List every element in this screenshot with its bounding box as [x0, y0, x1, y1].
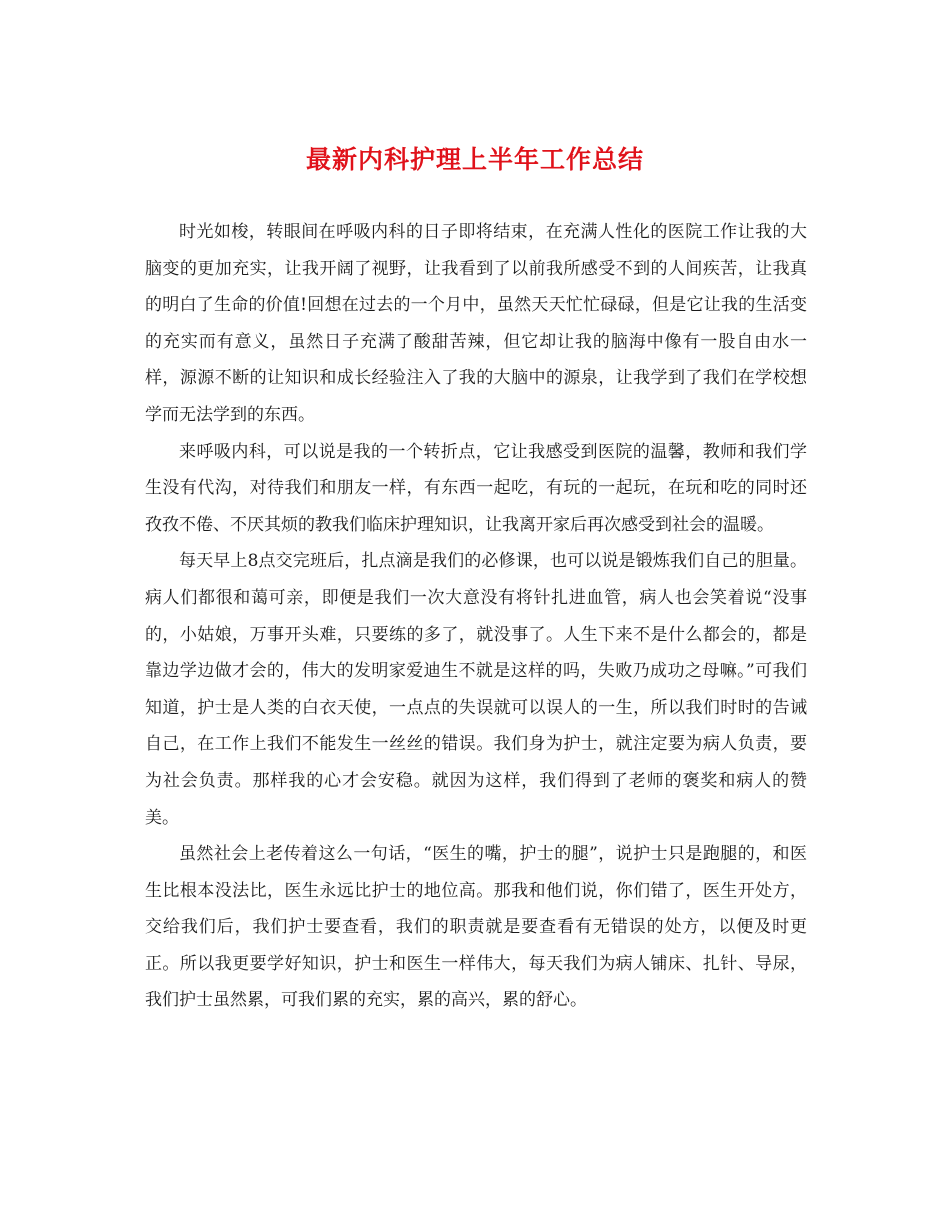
document-body	[145, 214, 807, 1019]
paragraph-1: 时光如梭，转眼间在呼吸内科的日子即将结束，在充满人性化的医院工作让我的大脑变的更加充实，让我开阔了视野，让我看到了以前我所感受不到的人间疾苦，让我真的明白了生命的价值!回想在过去的一个月中，虽然天天忙忙碌碌，但是它让我的生活变的充实而有意义，虽然日子充满了酸甜苦辣，但它却让我的脑海中像有一股自由水一样，源源不断的让知识和成长经验注入了我的大脑中的源泉，让我学到了我们在学校想学而无法学到的东西。	[145, 222, 807, 425]
document-title: 最新内科护理上半年工作总结	[305, 145, 644, 174]
paragraph-3: 每天早上8点交完班后，扎点滴是我们的必修课，也可以说是锻炼我们自己的胆量。病人们都很和蔼可亲，即便是我们一次大意没有将针扎进血管，病人也会笑着说“没事的，小姑娘，万事开头难，只要练的多了，就没事了。人生下来不是什么都会的，都是靠边学边做才会的，伟大的发明家爱迪生不就是这样的吗，失败乃成功之母嘛。”可我们知道，护士是人类的白衣天使，一点点的失误就可以误人的一生，所以我们时时的告诫自己，在工作上我们不能发生一丝丝的错误。我们身为护士，就注定要为病人负责，要为社会负责。那样我的心才会安稳。就因为这样，我们得到了老师的褒奖和病人的赞美。	[145, 551, 807, 828]
paragraph-4: 虽然社会上老传着这么一句话，“医生的嘴，护士的腿”，说护士只是跑腿的，和医生比根本没法比，医生永远比护士的地位高。那我和他们说，你们错了，医生开处方，交给我们后，我们护士要查看，我们的职责就是要查看有无错误的处方，以便及时更正。所以我更要学好知识，护士和医生一样伟大，每天我们为病人铺床、扎针、导尿，我们护士虽然累，可我们累的充实，累的高兴，累的舒心。	[145, 844, 807, 1011]
paragraph-2: 来呼吸内科，可以说是我的一个转折点，它让我感受到医院的温馨，教师和我们学生没有代沟，对待我们和朋友一样，有东西一起吃，有玩的一起玩，在玩和吃的同时还孜孜不倦、不厌其烦的教我们临床护理知识，让我离开家后再次感受到社会的温暖。	[145, 441, 807, 535]
